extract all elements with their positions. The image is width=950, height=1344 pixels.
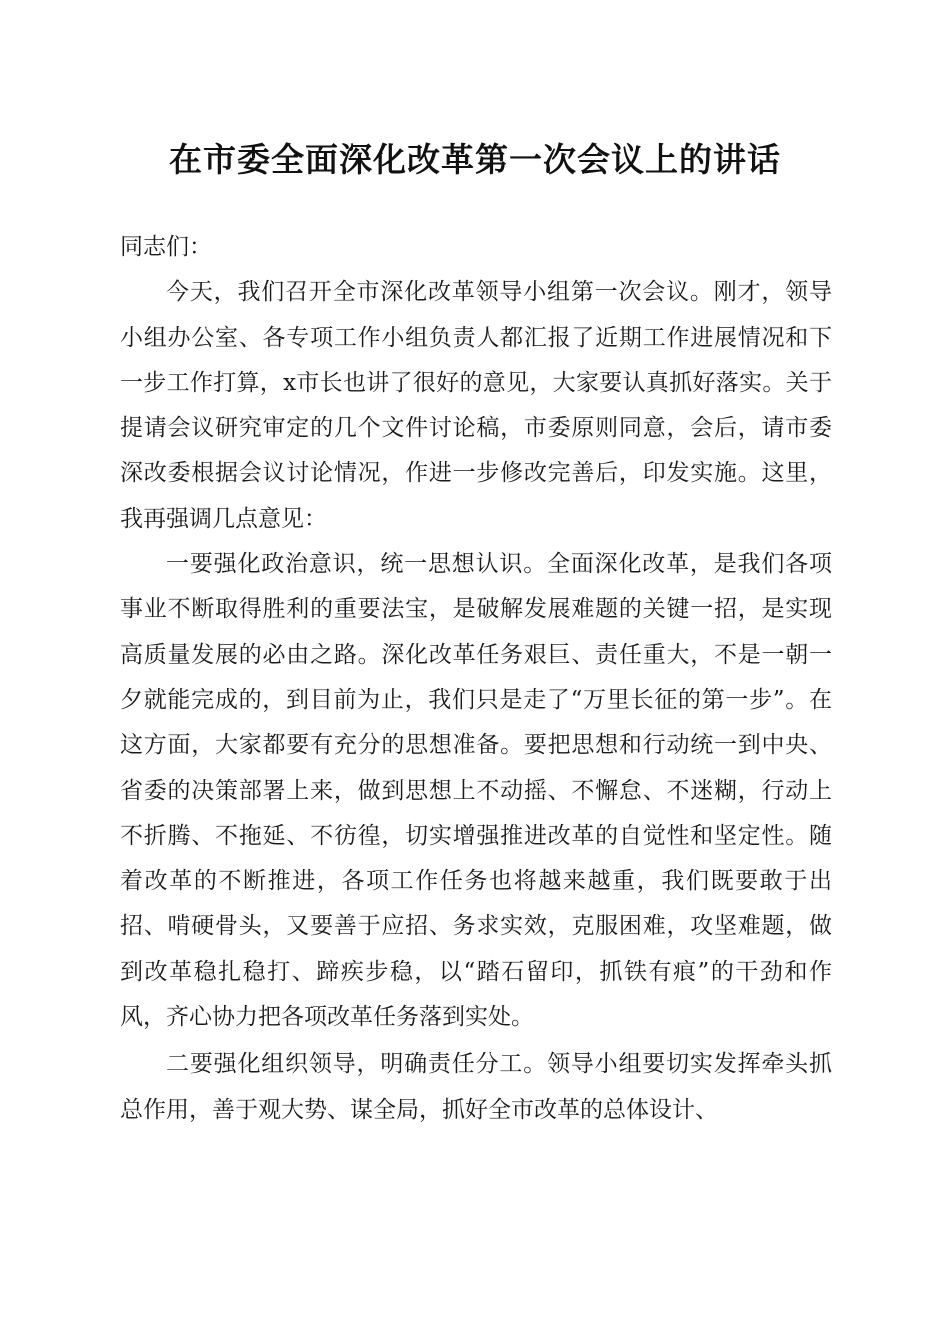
document-title: 在市委全面深化改革第一次会议上的讲话	[169, 140, 781, 179]
paragraph-point-two: 二要强化组织领导，明确责任分工。领导小组要切实发挥牵头抓总作用，善于观大势、谋全局，抓好全市改革的总体设计、	[120, 1051, 832, 1123]
paragraph-point-one: 一要强化政治意识，统一思想认识。全面深化改革，是我们各项事业不断取得胜利的重要法宝，是破解发展难题的关键一招，是实现高质量发展的必由之路。深化改革任务艰巨、责任重大，不是一朝一夕就能完成的，到目前为止，我们只是走了“万里长征的第一步”。在这方面，大家都要有充分的思想准备。要把思想和行动统一到中央、省委的决策部署上来，做到思想上不动摇、不懈怠、不迷糊，行动上不折腾、不拖延、不彷徨，切实增强推进改革的自觉性和坚定性。随着改革的不断推进，各项工作任务也将越来越重，我们既要敢于出招、啃硬骨头，又要善于应招、务求实效，克服困难，攻坚难题，做到改革稳扎稳打、蹄疾步稳，以“踏石留印，抓铁有痕”的干劲和作风，齐心协力把各项改革任务落到实处。	[120, 551, 832, 1031]
paragraph-opening: 今天，我们召开全市深化改革领导小组第一次会议。刚才，领导小组办公室、各专项工作小组负责人都汇报了近期工作进展情况和下一步工作打算，x市长也讲了很好的意见，大家要认真抓好落实。关于提请会议研究审定的几个文件讨论稿，市委原则同意，会后，请市委深改委根据会议讨论情况，作进一步修改完善后，印发实施。这里，我再强调几点意见：	[120, 279, 832, 532]
salutation: 同志们：	[120, 234, 212, 260]
document-body	[120, 225, 832, 1133]
